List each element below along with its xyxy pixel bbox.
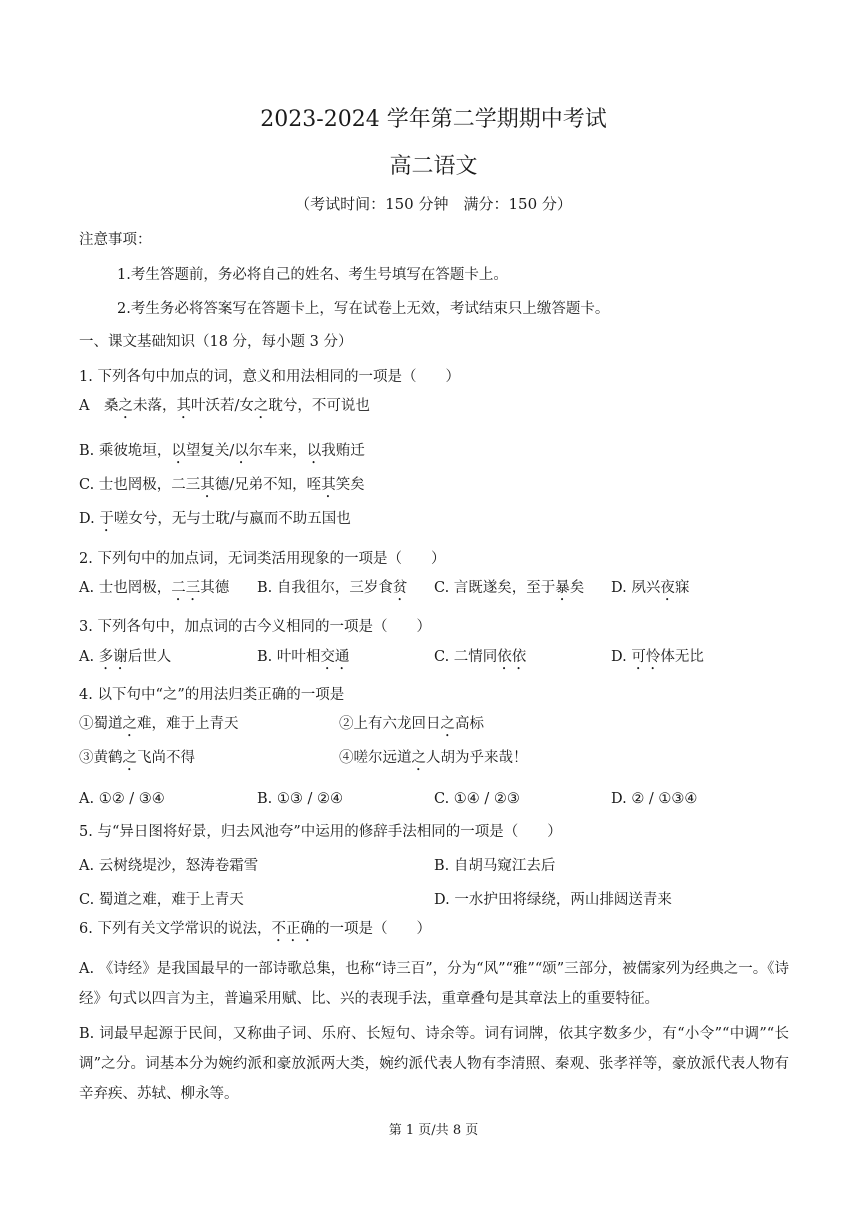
text-run: C. 二情同: [434, 649, 498, 665]
dotted-word: 暴: [555, 580, 570, 596]
question-1-option-b: [79, 441, 365, 467]
dotted-word: 于: [99, 511, 114, 527]
text-run: 人胡为乎来哉！: [426, 750, 528, 766]
question-2-option-d: [611, 578, 689, 604]
question-2-stem: 2. 下列句中的加点词，无词类活用现象的一项是（ ）: [79, 551, 446, 567]
section-heading: 一、课文基础知识（18 分，每小题 3 分）: [79, 334, 353, 350]
question-5-option-a: A. 云树绕堤沙，怒涛卷霜雪: [79, 858, 259, 874]
text-run: C. 士也罔极，二三: [79, 477, 201, 493]
question-1-option-d: [79, 509, 351, 535]
text-run: ①蜀道: [79, 716, 123, 732]
page-footer: 第 1 页/共 8 页: [388, 1123, 479, 1138]
question-3-option-d: [611, 647, 704, 673]
exam-meta: （考试时间：150 分钟 满分：150 分）: [295, 195, 572, 213]
subject-title: 高二语文: [389, 154, 478, 179]
notice-item-2: 2.考生务必将答案写在答题卡上，写在试卷上无效，考试结束只上缴答题卡。: [117, 301, 610, 317]
text-run: 6. 下列有关文学常识的说法，: [79, 921, 272, 937]
dotted-word: 依依: [497, 649, 527, 665]
question-6-option-b: B. 词最早起源于民间，又称曲子词、乐府、长短句、诗余等。词有词牌，依其字数多少，有“小令”“中调”“长调”之分。词基本分为婉约派和豪放派两大类，婉约派代表人物有李清照、秦观、张孝祥等，豪放派代表人物有辛弃疾、苏轼、柳永等。: [79, 1026, 789, 1102]
text-run: 耽兮，不可说也: [268, 398, 370, 414]
dotted-word: 多谢: [98, 649, 128, 665]
question-2-option-c: [434, 578, 584, 604]
question-3-option-c: [434, 647, 526, 673]
question-6-stem: [79, 919, 431, 945]
question-4-sentence-2: [339, 714, 484, 740]
text-run: 嗟女兮，无与士耽/与嬴而不助五国也: [113, 511, 351, 527]
text-run: D.: [79, 511, 100, 527]
dotted-word: 其: [176, 398, 191, 414]
dotted-word: 之: [118, 398, 133, 414]
question-3-option-a: [79, 647, 171, 673]
text-run: 叶沃若/女: [190, 398, 254, 414]
dotted-word: 可怜: [631, 649, 661, 665]
text-run: 矣: [569, 580, 585, 596]
question-5-stem: 5. 与“异日图将好景，归去风池夸”中运用的修辞手法相同的一项是（ ）: [79, 824, 562, 840]
question-1-stem: 1. 下列各句中加点的词，意义和用法相同的一项是（ ）: [79, 369, 460, 385]
question-4-sentence-1: [79, 714, 239, 740]
text-run: 望复关/: [185, 443, 235, 459]
text-run: A 桑: [79, 398, 119, 414]
dotted-word: 之: [122, 750, 137, 766]
question-4-option-d: D. ② / ①③④: [611, 791, 698, 807]
text-run: ③黄鹤: [79, 750, 123, 766]
question-5-option-d: D. 一水护田将绿绕，两山排闼送青来: [434, 892, 672, 908]
text-run: B. 乘彼垝垣，: [79, 443, 172, 459]
question-3-stem: 3. 下列各句中，加点词的古今义相同的一项是（ ）: [79, 619, 431, 635]
question-5-option-b: B. 自胡马窥江去后: [434, 858, 556, 874]
text-run: ④嗟尔远道: [339, 750, 412, 766]
question-4-sentence-3: [79, 748, 195, 774]
text-run: 的一项是（ ）: [314, 921, 431, 937]
text-run: 飞尚不得: [137, 750, 195, 766]
question-4-option-b: B. ①③ / ②④: [257, 791, 343, 807]
text-run: 体无比: [660, 649, 704, 665]
dotted-word: 以: [171, 443, 186, 459]
dotted-word: 之: [411, 750, 426, 766]
text-run: 德/兄弟不知，咥: [214, 477, 322, 493]
question-4-sentence-4: [339, 748, 528, 774]
text-run: A.: [79, 649, 99, 665]
dotted-word: 以: [234, 443, 249, 459]
dotted-word: 之: [440, 716, 455, 732]
text-run: 寐: [674, 580, 690, 596]
dotted-word: 之: [253, 398, 269, 414]
notice-heading: 注意事项：: [79, 232, 152, 248]
text-run: 未落，: [132, 398, 177, 414]
question-6-option-a: A. 《诗经》是我国最早的一部诗歌总集，也称“诗三百”，分为“风”“雅”“颂”三部分，被儒家列为经典之一。《诗经》句式以四言为主，普遍采用赋、比、兴的表现手法，重章叠句是其章法上的重要特征。: [79, 961, 789, 1007]
dotted-word: 之: [122, 716, 137, 732]
dotted-word: 交通: [320, 649, 350, 665]
dotted-word: 不正确: [271, 921, 315, 937]
text-run: 其德: [200, 580, 230, 596]
text-run: B. 自我徂尔，三岁食: [257, 580, 393, 596]
dotted-word: 其: [321, 477, 336, 493]
question-2-option-b: [257, 578, 407, 604]
dotted-word: 以: [306, 443, 322, 459]
question-3-option-b: [257, 647, 349, 673]
text-run: D. 夙兴: [611, 580, 661, 596]
dotted-word: 夜: [660, 580, 675, 596]
question-4-option-c: C. ①④ / ②③: [434, 791, 520, 807]
question-5-option-c: C. 蜀道之难，难于上青天: [79, 892, 244, 908]
text-run: B. 叶叶相: [257, 649, 321, 665]
question-4-option-a: A. ①② / ③④: [79, 791, 165, 807]
dotted-word: 二三: [171, 580, 201, 596]
text-run: 我贿迁: [321, 443, 365, 459]
text-run: 尔车来，: [248, 443, 307, 459]
question-2-option-a: [79, 578, 229, 604]
text-run: 难，难于上青天: [137, 716, 239, 732]
notice-item-1: 1.考生答题前，务必将自己的姓名、考生号填写在答题卡上。: [117, 267, 508, 283]
text-run: 高标: [455, 716, 484, 732]
text-run: C. 言既遂矣，至于: [434, 580, 556, 596]
exam-title: 2023-2024 学年第二学期期中考试: [260, 107, 607, 132]
question-1-option-a: [79, 396, 370, 422]
dotted-word: 其: [200, 477, 215, 493]
text-run: 后世人: [127, 649, 172, 665]
question-1-option-c: [79, 475, 365, 501]
question-4-stem: 4. 以下句中“之”的用法归类正确的一项是: [79, 687, 345, 703]
text-run: ②上有六龙回日: [339, 716, 441, 732]
text-run: A. 士也罔极，: [79, 580, 172, 596]
text-run: D.: [611, 649, 632, 665]
dotted-word: 贫: [392, 580, 408, 596]
text-run: 笑矣: [335, 477, 365, 493]
